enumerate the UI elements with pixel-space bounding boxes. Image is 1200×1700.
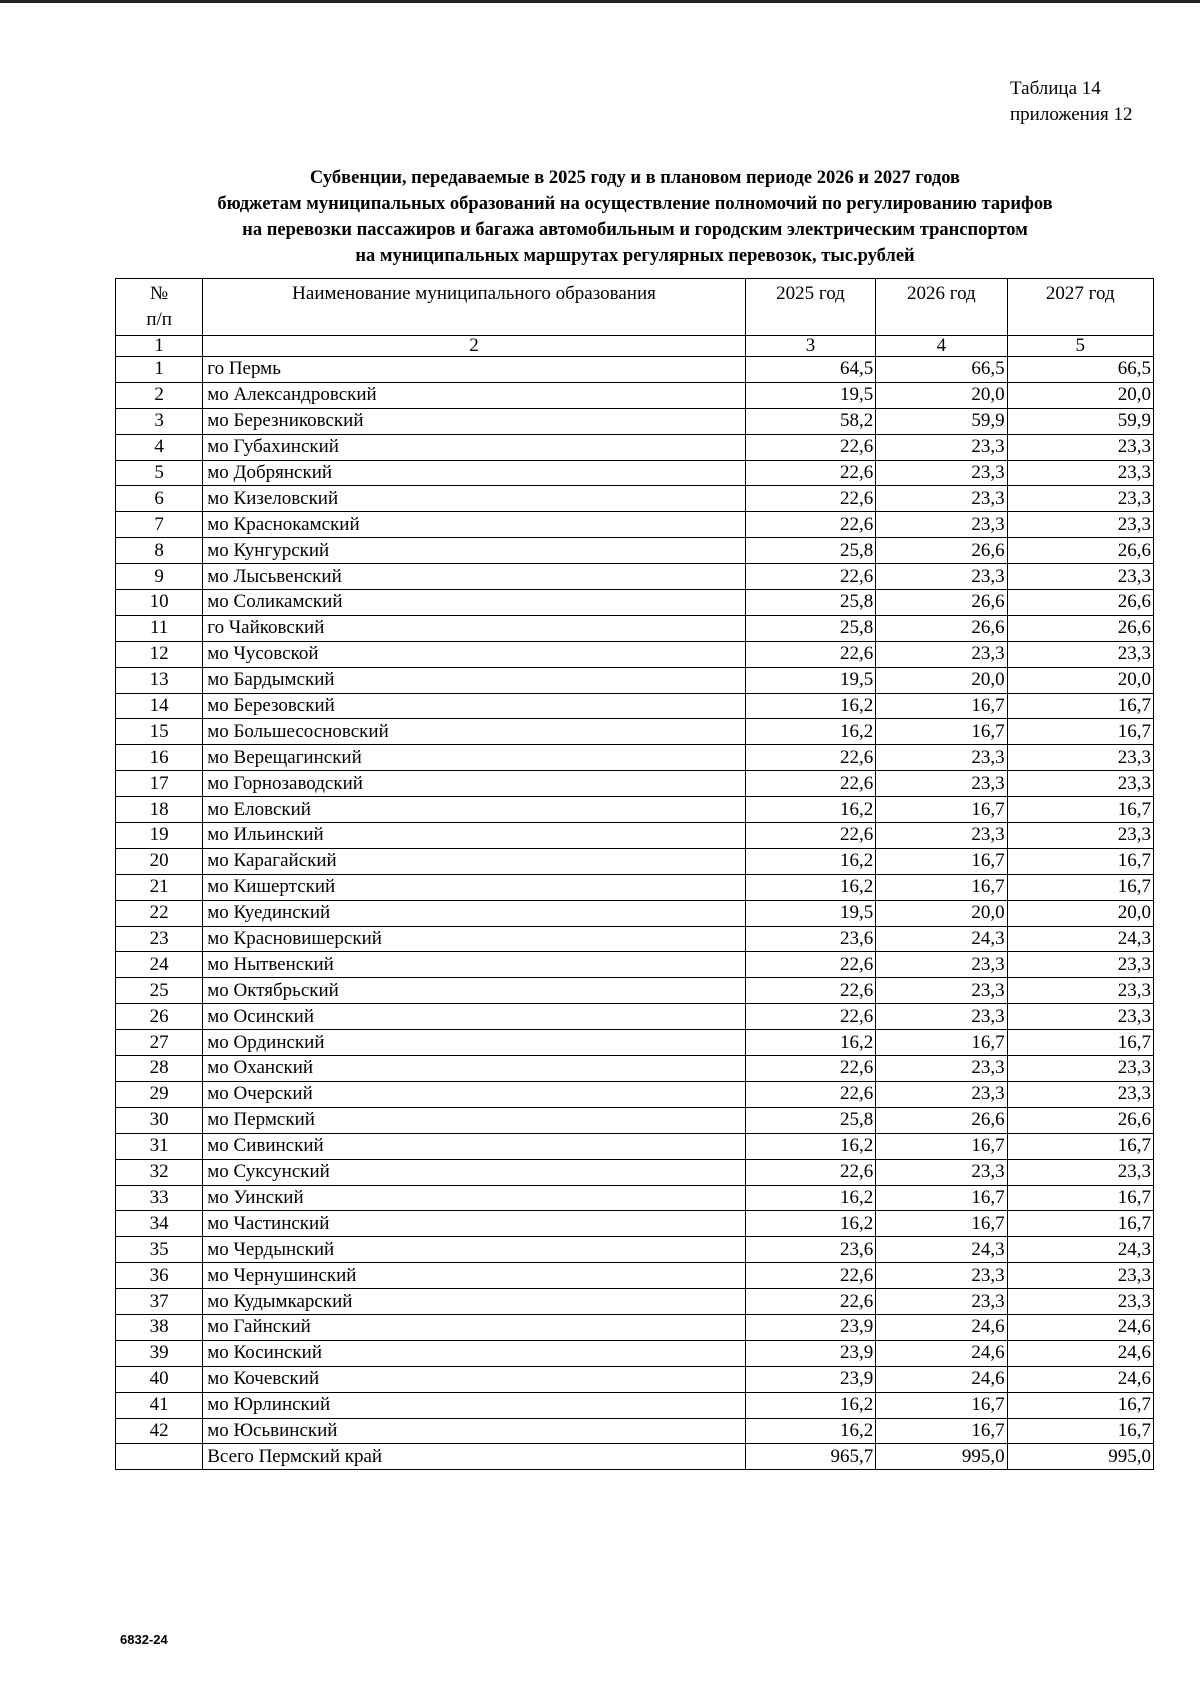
value-2027: 26,6 — [1007, 615, 1153, 641]
municipality-name: мо Соликамский — [203, 590, 746, 616]
value-2026: 23,3 — [876, 771, 1007, 797]
value-2025: 22,6 — [745, 1004, 875, 1030]
municipality-name: мо Большесосновский — [203, 719, 746, 745]
value-2026: 26,6 — [876, 538, 1007, 564]
value-2027: 23,3 — [1007, 641, 1153, 667]
municipality-name: мо Лысьвенский — [203, 564, 746, 590]
value-2026: 16,7 — [876, 1418, 1007, 1444]
value-2025: 23,9 — [745, 1340, 875, 1366]
value-2026: 16,7 — [876, 874, 1007, 900]
value-2025: 22,6 — [745, 952, 875, 978]
value-2027: 16,7 — [1007, 693, 1153, 719]
value-2025: 22,6 — [745, 486, 875, 512]
table-row — [116, 771, 1154, 797]
municipality-name: мо Бардымский — [203, 667, 746, 693]
value-2026: 23,3 — [876, 641, 1007, 667]
value-2027: 23,3 — [1007, 1004, 1153, 1030]
municipality-name: мо Чердынский — [203, 1237, 746, 1263]
value-2026: 23,3 — [876, 564, 1007, 590]
value-2026: 23,3 — [876, 823, 1007, 849]
header-municipality-name: Наименование муниципального образования — [203, 279, 746, 336]
municipality-name: мо Добрянский — [203, 460, 746, 486]
total-2027: 995,0 — [1007, 1444, 1153, 1470]
column-number: 1 — [116, 336, 203, 357]
value-2025: 16,2 — [745, 848, 875, 874]
total-2026: 995,0 — [876, 1444, 1007, 1470]
value-2025: 22,6 — [745, 1159, 875, 1185]
value-2027: 16,7 — [1007, 874, 1153, 900]
value-2027: 16,7 — [1007, 1133, 1153, 1159]
table-header-row — [116, 279, 1154, 336]
value-2025: 22,6 — [745, 434, 875, 460]
value-2027: 20,0 — [1007, 667, 1153, 693]
document-code: 6832-24 — [120, 1632, 168, 1647]
value-2027: 23,3 — [1007, 823, 1153, 849]
row-number: 14 — [116, 693, 203, 719]
row-number: 13 — [116, 667, 203, 693]
row-number: 32 — [116, 1159, 203, 1185]
value-2027: 23,3 — [1007, 460, 1153, 486]
municipality-name: мо Еловский — [203, 797, 746, 823]
value-2026: 16,7 — [876, 797, 1007, 823]
value-2025: 25,8 — [745, 615, 875, 641]
value-2027: 26,6 — [1007, 1107, 1153, 1133]
row-number: 10 — [116, 590, 203, 616]
row-number: 42 — [116, 1418, 203, 1444]
row-number: 21 — [116, 874, 203, 900]
value-2026: 16,7 — [876, 848, 1007, 874]
row-number: 29 — [116, 1081, 203, 1107]
table-row — [116, 1004, 1154, 1030]
table-row — [116, 848, 1154, 874]
value-2026: 16,7 — [876, 719, 1007, 745]
municipality-name: мо Чусовской — [203, 641, 746, 667]
row-number: 19 — [116, 823, 203, 849]
value-2026: 26,6 — [876, 615, 1007, 641]
value-2026: 24,3 — [876, 926, 1007, 952]
value-2025: 22,6 — [745, 512, 875, 538]
value-2027: 16,7 — [1007, 1418, 1153, 1444]
row-number: 37 — [116, 1289, 203, 1315]
value-2026: 23,3 — [876, 952, 1007, 978]
column-number: 3 — [745, 336, 875, 357]
municipality-name: мо Сивинский — [203, 1133, 746, 1159]
municipality-name: мо Нытвенский — [203, 952, 746, 978]
value-2026: 24,3 — [876, 1237, 1007, 1263]
table-row — [116, 357, 1154, 383]
value-2026: 23,3 — [876, 486, 1007, 512]
value-2025: 22,6 — [745, 1081, 875, 1107]
header-number: № п/п — [116, 279, 203, 336]
table-row — [116, 1289, 1154, 1315]
table-row — [116, 1211, 1154, 1237]
value-2026: 16,7 — [876, 1211, 1007, 1237]
value-2026: 59,9 — [876, 408, 1007, 434]
value-2025: 22,6 — [745, 564, 875, 590]
value-2027: 26,6 — [1007, 538, 1153, 564]
value-2025: 58,2 — [745, 408, 875, 434]
table-row — [116, 823, 1154, 849]
municipality-name: мо Косинский — [203, 1340, 746, 1366]
table-row — [116, 1263, 1154, 1289]
value-2026: 23,3 — [876, 1263, 1007, 1289]
municipality-name: мо Верещагинский — [203, 745, 746, 771]
table-row — [116, 926, 1154, 952]
municipality-name: мо Очерский — [203, 1081, 746, 1107]
row-number: 26 — [116, 1004, 203, 1030]
value-2027: 16,7 — [1007, 1185, 1153, 1211]
value-2027: 23,3 — [1007, 1081, 1153, 1107]
value-2027: 23,3 — [1007, 434, 1153, 460]
municipality-name: мо Кочевский — [203, 1366, 746, 1392]
row-number: 3 — [116, 408, 203, 434]
value-2026: 23,3 — [876, 460, 1007, 486]
row-number: 30 — [116, 1107, 203, 1133]
value-2026: 16,7 — [876, 1392, 1007, 1418]
table-row — [116, 512, 1154, 538]
title-line-3: на перевозки пассажиров и багажа автомобильным и городским электрическим транспортом — [242, 220, 1028, 240]
value-2026: 23,3 — [876, 1159, 1007, 1185]
total-number — [116, 1444, 203, 1470]
value-2026: 20,0 — [876, 900, 1007, 926]
municipality-name: мо Александровский — [203, 382, 746, 408]
value-2027: 24,3 — [1007, 1237, 1153, 1263]
title-line-1: Субвенции, передаваемые в 2025 году и в плановом периоде 2026 и 2027 годов — [309, 168, 961, 188]
value-2025: 16,2 — [745, 693, 875, 719]
value-2027: 23,3 — [1007, 1159, 1153, 1185]
table-row — [116, 1392, 1154, 1418]
table-row — [116, 382, 1154, 408]
value-2027: 20,0 — [1007, 382, 1153, 408]
header-2027: 2027 год — [1007, 279, 1153, 336]
value-2027: 24,6 — [1007, 1340, 1153, 1366]
appendix-reference-line: приложения 12 — [1010, 104, 1133, 125]
header-2026: 2026 год — [876, 279, 1007, 336]
value-2025: 22,6 — [745, 1263, 875, 1289]
value-2027: 26,6 — [1007, 590, 1153, 616]
municipality-name: мо Юсьвинский — [203, 1418, 746, 1444]
value-2026: 23,3 — [876, 745, 1007, 771]
column-number: 5 — [1007, 336, 1153, 357]
municipality-name: мо Красновишерский — [203, 926, 746, 952]
value-2025: 25,8 — [745, 1107, 875, 1133]
row-number: 7 — [116, 512, 203, 538]
table-row — [116, 719, 1154, 745]
row-number: 33 — [116, 1185, 203, 1211]
value-2025: 22,6 — [745, 978, 875, 1004]
table-row — [116, 434, 1154, 460]
page-top-border — [0, 0, 1200, 3]
value-2025: 19,5 — [745, 667, 875, 693]
table-row — [116, 564, 1154, 590]
value-2025: 16,2 — [745, 1211, 875, 1237]
value-2025: 16,2 — [745, 1185, 875, 1211]
total-2025: 965,7 — [745, 1444, 875, 1470]
table-body — [116, 357, 1154, 1470]
table-row — [116, 797, 1154, 823]
value-2026: 23,3 — [876, 1004, 1007, 1030]
value-2025: 16,2 — [745, 719, 875, 745]
value-2026: 23,3 — [876, 978, 1007, 1004]
total-label: Всего Пермский край — [203, 1444, 746, 1470]
value-2025: 16,2 — [745, 1030, 875, 1056]
table-row — [116, 1418, 1154, 1444]
value-2026: 16,7 — [876, 1185, 1007, 1211]
value-2027: 59,9 — [1007, 408, 1153, 434]
value-2026: 66,5 — [876, 357, 1007, 383]
column-number: 2 — [203, 336, 746, 357]
value-2027: 16,7 — [1007, 848, 1153, 874]
row-number: 24 — [116, 952, 203, 978]
row-number: 25 — [116, 978, 203, 1004]
row-number: 23 — [116, 926, 203, 952]
value-2025: 22,6 — [745, 1289, 875, 1315]
value-2027: 23,3 — [1007, 978, 1153, 1004]
value-2027: 16,7 — [1007, 1030, 1153, 1056]
document-title — [115, 165, 1155, 269]
table-row — [116, 1366, 1154, 1392]
value-2026: 23,3 — [876, 1289, 1007, 1315]
value-2026: 23,3 — [876, 1081, 1007, 1107]
row-number: 2 — [116, 382, 203, 408]
table-row — [116, 1314, 1154, 1340]
table-row — [116, 486, 1154, 512]
table-row — [116, 538, 1154, 564]
municipality-name: мо Юрлинский — [203, 1392, 746, 1418]
municipality-name: мо Суксунский — [203, 1159, 746, 1185]
table-row — [116, 1133, 1154, 1159]
value-2025: 25,8 — [745, 538, 875, 564]
municipality-name: мо Ординский — [203, 1030, 746, 1056]
table-row — [116, 978, 1154, 1004]
table-row — [116, 874, 1154, 900]
table-row — [116, 1237, 1154, 1263]
value-2025: 22,6 — [745, 745, 875, 771]
row-number: 38 — [116, 1314, 203, 1340]
municipality-name: мо Кунгурский — [203, 538, 746, 564]
value-2025: 22,6 — [745, 1056, 875, 1082]
municipality-name: мо Краснокамский — [203, 512, 746, 538]
value-2026: 20,0 — [876, 382, 1007, 408]
municipality-name: мо Карагайский — [203, 848, 746, 874]
header-2025: 2025 год — [745, 279, 875, 336]
municipality-name: мо Гайнский — [203, 1314, 746, 1340]
value-2026: 20,0 — [876, 667, 1007, 693]
table-row — [116, 745, 1154, 771]
row-number: 40 — [116, 1366, 203, 1392]
municipality-name: мо Куединский — [203, 900, 746, 926]
value-2025: 25,8 — [745, 590, 875, 616]
table-row — [116, 1030, 1154, 1056]
value-2026: 24,6 — [876, 1366, 1007, 1392]
table-row — [116, 1159, 1154, 1185]
value-2025: 23,6 — [745, 1237, 875, 1263]
municipality-name: мо Кишертский — [203, 874, 746, 900]
row-number: 12 — [116, 641, 203, 667]
municipality-name: мо Березниковский — [203, 408, 746, 434]
municipality-name: мо Пермский — [203, 1107, 746, 1133]
value-2027: 23,3 — [1007, 1263, 1153, 1289]
value-2025: 22,6 — [745, 823, 875, 849]
municipality-name: мо Частинский — [203, 1211, 746, 1237]
value-2026: 26,6 — [876, 1107, 1007, 1133]
row-number: 18 — [116, 797, 203, 823]
municipality-name: мо Осинский — [203, 1004, 746, 1030]
municipality-name: мо Чернушинский — [203, 1263, 746, 1289]
table-row — [116, 952, 1154, 978]
table-row — [116, 1340, 1154, 1366]
row-number: 39 — [116, 1340, 203, 1366]
subsidy-table — [115, 278, 1154, 1470]
municipality-name: го Чайковский — [203, 615, 746, 641]
row-number: 6 — [116, 486, 203, 512]
row-number: 16 — [116, 745, 203, 771]
table-reference-line: Таблица 14 — [1010, 78, 1101, 99]
value-2025: 23,6 — [745, 926, 875, 952]
value-2027: 23,3 — [1007, 512, 1153, 538]
municipality-name: мо Горнозаводский — [203, 771, 746, 797]
municipality-name: мо Березовский — [203, 693, 746, 719]
row-number: 22 — [116, 900, 203, 926]
row-number: 17 — [116, 771, 203, 797]
value-2025: 23,9 — [745, 1366, 875, 1392]
value-2025: 64,5 — [745, 357, 875, 383]
column-number: 4 — [876, 336, 1007, 357]
row-number: 35 — [116, 1237, 203, 1263]
municipality-name: го Пермь — [203, 357, 746, 383]
municipality-name: мо Кизеловский — [203, 486, 746, 512]
row-number: 4 — [116, 434, 203, 460]
total-row — [116, 1444, 1154, 1470]
value-2025: 22,6 — [745, 771, 875, 797]
value-2027: 16,7 — [1007, 719, 1153, 745]
row-number: 15 — [116, 719, 203, 745]
value-2027: 24,6 — [1007, 1366, 1153, 1392]
table-row — [116, 1107, 1154, 1133]
row-number: 1 — [116, 357, 203, 383]
value-2027: 24,6 — [1007, 1314, 1153, 1340]
table-row — [116, 1056, 1154, 1082]
column-number-row — [116, 336, 1154, 357]
table-row — [116, 667, 1154, 693]
row-number: 9 — [116, 564, 203, 590]
value-2027: 23,3 — [1007, 771, 1153, 797]
value-2027: 23,3 — [1007, 486, 1153, 512]
row-number: 34 — [116, 1211, 203, 1237]
value-2026: 24,6 — [876, 1340, 1007, 1366]
value-2027: 24,3 — [1007, 926, 1153, 952]
municipality-name: мо Уинский — [203, 1185, 746, 1211]
value-2027: 16,7 — [1007, 1392, 1153, 1418]
value-2026: 16,7 — [876, 693, 1007, 719]
value-2025: 16,2 — [745, 1418, 875, 1444]
value-2026: 24,6 — [876, 1314, 1007, 1340]
table-row — [116, 590, 1154, 616]
municipality-name: мо Оханский — [203, 1056, 746, 1082]
value-2027: 23,3 — [1007, 745, 1153, 771]
value-2025: 23,9 — [745, 1314, 875, 1340]
row-number: 28 — [116, 1056, 203, 1082]
table-row — [116, 460, 1154, 486]
value-2025: 16,2 — [745, 1392, 875, 1418]
value-2027: 23,3 — [1007, 1289, 1153, 1315]
value-2026: 16,7 — [876, 1133, 1007, 1159]
row-number: 5 — [116, 460, 203, 486]
value-2026: 26,6 — [876, 590, 1007, 616]
value-2025: 16,2 — [745, 797, 875, 823]
table-reference — [1010, 76, 1132, 128]
municipality-name: мо Губахинский — [203, 434, 746, 460]
table-row — [116, 1081, 1154, 1107]
value-2026: 23,3 — [876, 1056, 1007, 1082]
value-2027: 23,3 — [1007, 564, 1153, 590]
row-number: 8 — [116, 538, 203, 564]
row-number: 31 — [116, 1133, 203, 1159]
value-2027: 16,7 — [1007, 797, 1153, 823]
municipality-name: мо Октябрьский — [203, 978, 746, 1004]
value-2026: 23,3 — [876, 434, 1007, 460]
table-row — [116, 408, 1154, 434]
value-2025: 19,5 — [745, 382, 875, 408]
table-row — [116, 615, 1154, 641]
value-2026: 23,3 — [876, 512, 1007, 538]
value-2027: 20,0 — [1007, 900, 1153, 926]
value-2027: 66,5 — [1007, 357, 1153, 383]
row-number: 36 — [116, 1263, 203, 1289]
value-2025: 22,6 — [745, 641, 875, 667]
value-2026: 16,7 — [876, 1030, 1007, 1056]
title-line-4: на муниципальных маршрутах регулярных перевозок, тыс.рублей — [355, 246, 915, 266]
municipality-name: мо Кудымкарский — [203, 1289, 746, 1315]
table-row — [116, 641, 1154, 667]
value-2025: 16,2 — [745, 874, 875, 900]
row-number: 41 — [116, 1392, 203, 1418]
table-row — [116, 693, 1154, 719]
value-2027: 16,7 — [1007, 1211, 1153, 1237]
value-2025: 22,6 — [745, 460, 875, 486]
value-2025: 19,5 — [745, 900, 875, 926]
municipality-name: мо Ильинский — [203, 823, 746, 849]
title-line-2: бюджетам муниципальных образований на осуществление полномочий по регулированию тарифов — [217, 194, 1053, 214]
value-2027: 23,3 — [1007, 1056, 1153, 1082]
row-number: 20 — [116, 848, 203, 874]
table-row — [116, 900, 1154, 926]
table-row — [116, 1185, 1154, 1211]
value-2025: 16,2 — [745, 1133, 875, 1159]
row-number: 27 — [116, 1030, 203, 1056]
row-number: 11 — [116, 615, 203, 641]
value-2027: 23,3 — [1007, 952, 1153, 978]
